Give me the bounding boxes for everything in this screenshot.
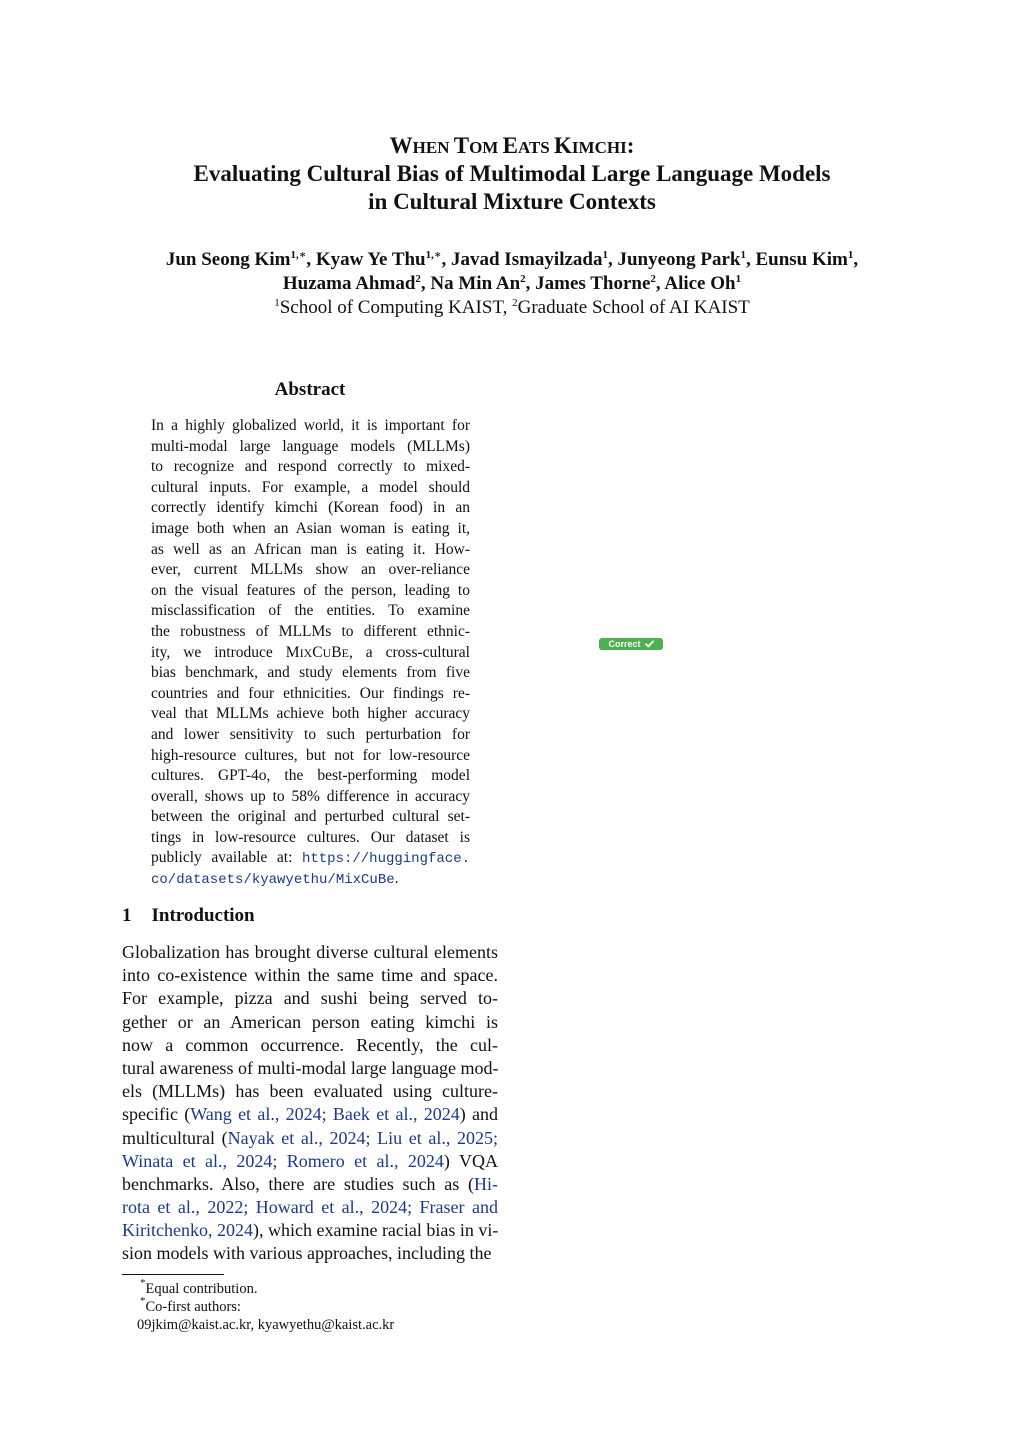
citation-link[interactable]: Howard et al., 2024 <box>255 1197 408 1218</box>
footnote-rule <box>122 1274 224 1275</box>
abstract-line: to recognize and respond correctly to mixed- <box>151 458 470 476</box>
citation-link[interactable]: Wang et al., 2024 <box>190 1104 322 1125</box>
abstract-line: veal that MLLMs achieve both higher accuracy <box>151 705 470 723</box>
abstract-line: correctly identify kimchi (Korean food) in an <box>151 499 470 517</box>
abstract-line: In a highly globalized world, it is important for <box>151 417 470 434</box>
abstract-line: countries and four ethnicities. Our findings re- <box>151 684 470 702</box>
abstract-line: cultural inputs. For example, a model should <box>151 478 470 496</box>
citation-link[interactable]: Kiritchenko, 2024 <box>122 1220 253 1241</box>
abstract-body <box>151 416 470 890</box>
body-line: specific (Wang et al., 2024; Baek et al., 2024) and <box>122 1104 498 1125</box>
paper-title-line2: Evaluating Cultural Bias of Multimodal Large Language Models <box>193 161 831 186</box>
abstract-line: tings in low-resource cultures. Our dataset is <box>151 828 470 846</box>
abstract-line: overall, shows up to 58% difference in accuracy <box>151 787 470 805</box>
body-line: els (MLLMs) has been evaluated using culture- <box>122 1081 498 1102</box>
abstract-line: ity, we introduce MIXCUBE, a cross-cultural <box>151 643 470 661</box>
citation-link[interactable]: Fraser and <box>419 1197 498 1218</box>
body-line: multicultural (Nayak et al., 2024; Liu et al., 2025; <box>122 1127 498 1148</box>
footnote-co-first: *Co-first authors: <box>140 1295 241 1315</box>
body-line: sion models with various approaches, including the <box>122 1243 492 1264</box>
abstract-line: bias benchmark, and study elements from five <box>151 664 470 682</box>
author-name: Alice Oh <box>664 273 736 294</box>
author-name: Na Min An <box>430 273 521 294</box>
author-list-line2: Huzama Ahmad$^2$, Na Min An$^2$, James Thorne$^2$, Alice Oh$^1$ <box>282 273 742 294</box>
footnote-equal-contribution: *Equal contribution. <box>140 1277 258 1297</box>
dataset-link-cont[interactable]: co/datasets/kyawyethu/MixCuBe <box>151 872 395 889</box>
citation-link[interactable]: Hi- <box>474 1173 498 1194</box>
body-line: For example, pizza and sushi being served to- <box>122 988 498 1009</box>
abstract-line: co/datasets/kyawyethu/MixCuBe. <box>151 870 399 889</box>
body-line: Kiritchenko, 2024), which examine racial bias in vi- <box>122 1220 499 1241</box>
author-name: Kyaw Ye Thu <box>315 249 426 270</box>
author-name: Javad Ismayilzada <box>450 249 603 270</box>
author-list-line1: Jun Seong Kim$^{1,∗}$, Kyaw Ye Thu$^{1,∗}$, Javad Ismayilzada$^1$, Junyeong Park$^1$, Eunsu Kim$^1$, <box>165 249 859 270</box>
abstract-line: multi-modal large language models (MLLMs) <box>151 437 470 455</box>
abstract-line: and lower sensitivity to such perturbation for <box>151 725 470 743</box>
abstract-line: as well as an African man is eating it. How- <box>151 540 470 558</box>
abstract-line: high-resource cultures, but not for low-resource <box>151 746 470 764</box>
citation-link[interactable]: Liu et al., 2025 <box>377 1127 493 1148</box>
introduction-body <box>122 941 498 1266</box>
benchmark-name: MIXCUBE <box>285 643 349 661</box>
correct-badge <box>599 638 663 650</box>
body-line: Winata et al., 2024; Romero et al., 2024) VQA <box>122 1150 498 1171</box>
abstract-line: image both when an Asian woman is eating it, <box>151 519 470 537</box>
author-name: Huzama Ahmad <box>282 273 416 294</box>
paper-title-line3: in Cultural Mixture Contexts <box>368 189 656 214</box>
abstract-line: on the visual features of the person, leading to <box>151 581 470 599</box>
abstract-line: publicly available at: https://huggingface. <box>151 849 470 868</box>
abstract-line: between the original and perturbed cultural set- <box>151 808 470 826</box>
abstract-line: misclassification of the entities. To examine <box>151 602 470 620</box>
paper-title-line1: WHEN TOM EATS KIMCHI: <box>389 133 635 158</box>
author-name: Jun Seong Kim <box>165 249 291 270</box>
affiliations: $^1$School of Computing KAIST, $^2$Graduate School of AI KAIST <box>274 297 750 318</box>
body-line: benchmarks. Also, there are studies such as (Hi- <box>122 1173 498 1194</box>
body-line: Globalization has brought diverse cultural elements <box>122 942 498 962</box>
abstract-heading: Abstract <box>274 379 346 400</box>
dataset-link[interactable]: https://huggingface. <box>301 851 470 868</box>
body-line: into co-existence within the same time and space. <box>122 965 498 986</box>
citation-link[interactable]: rota et al., 2022 <box>122 1197 244 1218</box>
abstract-line: ever, current MLLMs show an over-reliance <box>151 561 470 579</box>
abstract-line: the robustness of MLLMs to different ethnic- <box>151 622 470 640</box>
body-line: tural awareness of multi-modal large language mod- <box>122 1057 499 1078</box>
body-line: gether or an American person eating kimchi is <box>122 1011 498 1032</box>
author-name: James Thorne <box>535 273 651 294</box>
check-icon <box>645 640 654 648</box>
author-name: Junyeong Park <box>617 249 741 270</box>
abstract-line: cultures. GPT-4o, the best-performing model <box>151 767 470 785</box>
citation-link[interactable]: Winata et al., 2024 <box>122 1150 273 1171</box>
correct-badge-label: Correct <box>608 639 641 649</box>
section-heading-introduction: 1 Introduction <box>122 905 255 926</box>
body-line: now a common occurrence. Recently, the cul- <box>122 1034 498 1055</box>
citation-link[interactable]: Romero et al., 2024 <box>286 1150 444 1171</box>
author-name: Eunsu Kim <box>755 249 848 270</box>
body-line: rota et al., 2022; Howard et al., 2024; Fraser and <box>122 1197 498 1218</box>
citation-link[interactable]: Nayak et al., 2024 <box>227 1127 366 1148</box>
citation-link[interactable]: Baek et al., 2024 <box>332 1104 460 1125</box>
footnote-emails: 09jkim@kaist.ac.kr, kyawyethu@kaist.ac.kr <box>137 1317 395 1333</box>
